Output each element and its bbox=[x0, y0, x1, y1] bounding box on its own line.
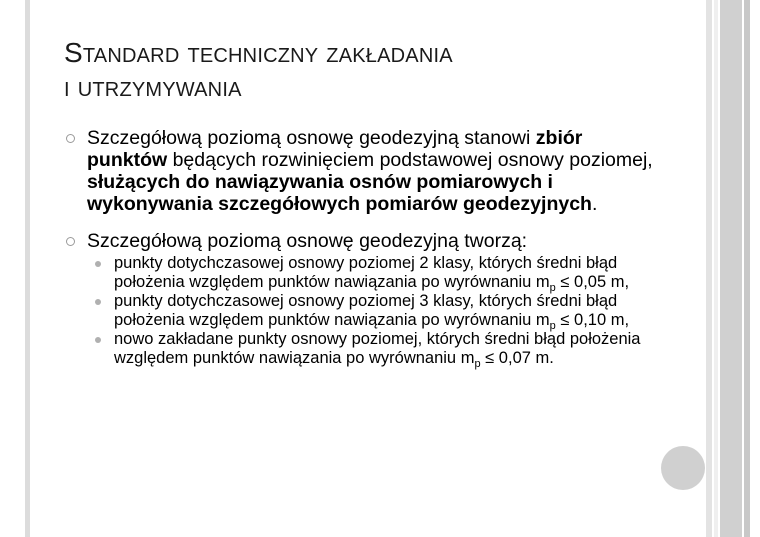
bullet-bold-text: zbiór punktów bbox=[87, 127, 583, 171]
sub-bullet-text: nowo zakładane punkty osnowy poziomej, których średni błąd położenia względem punktów nawiązania po wyrównaniu m bbox=[114, 330, 641, 367]
ring-bullet-icon bbox=[66, 237, 75, 246]
right-decorative-band bbox=[714, 0, 718, 537]
slide-title bbox=[64, 36, 684, 104]
sub-bullet-item bbox=[94, 254, 662, 292]
subscript: p bbox=[549, 320, 556, 332]
subscript: p bbox=[474, 358, 481, 370]
slide-title-line: Standard techniczny zakładania bbox=[64, 37, 453, 68]
slide-body bbox=[62, 127, 662, 368]
slide-title-line: i utrzymywania bbox=[64, 71, 242, 102]
sub-bullet-item bbox=[94, 292, 662, 330]
sub-bullet-text: ≤ 0,10 m, bbox=[555, 311, 630, 329]
sub-bullet-item bbox=[94, 330, 662, 368]
dot-bullet-icon bbox=[95, 261, 101, 267]
decorative-circle bbox=[661, 446, 705, 490]
right-decorative-band bbox=[744, 0, 750, 537]
dot-bullet-icon bbox=[95, 299, 101, 305]
bullet-text: Szczegółową poziomą osnowę geodezyjną stanowi bbox=[87, 127, 536, 149]
bullet-item bbox=[62, 230, 662, 252]
sub-bullet-text: ≤ 0,05 m, bbox=[555, 273, 630, 291]
right-decorative-band bbox=[720, 0, 742, 537]
dot-bullet-icon bbox=[95, 337, 101, 343]
sub-bullet-list bbox=[62, 254, 662, 368]
sub-bullet-text: ≤ 0,07 m. bbox=[480, 349, 554, 367]
sub-bullet-text: punkty dotychczasowej osnowy poziomej 3 klasy, których średni błąd położenia względem punktów nawiązania po wyrównaniu m bbox=[114, 292, 618, 329]
sub-bullet-text: punkty dotychczasowej osnowy poziomej 2 klasy, których średni błąd położenia względem punktów nawiązania po wyrównaniu m bbox=[114, 254, 618, 291]
bullet-item bbox=[62, 127, 662, 215]
bullet-text: Szczegółową poziomą osnowę geodezyjną tworzą: bbox=[87, 230, 528, 252]
bullet-text: będących rozwinięciem podstawowej osnowy poziomej, bbox=[167, 149, 653, 171]
bullet-bold-text: służących do nawiązywania osnów pomiarowych i wykonywania szczegółowych pomiarów geodezyjnych bbox=[87, 171, 592, 215]
bullet-text: . bbox=[591, 193, 598, 215]
left-decorative-stripe bbox=[25, 0, 30, 537]
ring-bullet-icon bbox=[66, 134, 75, 143]
subscript: p bbox=[549, 282, 556, 294]
right-decorative-band bbox=[706, 0, 712, 537]
